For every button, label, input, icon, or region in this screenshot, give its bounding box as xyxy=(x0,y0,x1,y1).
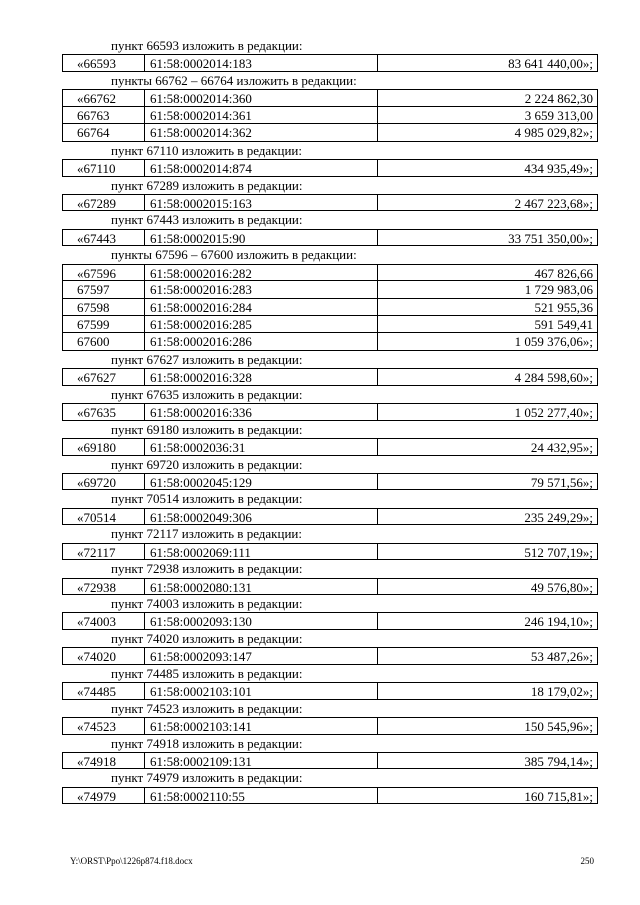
item-number-cell: «66762 xyxy=(63,90,145,105)
table-row xyxy=(62,54,598,71)
item-number-cell: «74020 xyxy=(63,648,145,663)
value-cell: 160 715,81»; xyxy=(524,788,593,804)
cadastral-number-cell: 61:58:0002016:282 xyxy=(145,265,378,280)
cadastral-number-cell: 61:58:0002093:130 xyxy=(145,613,378,628)
value-cell: 521 955,36 xyxy=(534,299,593,315)
cadastral-number-cell: 61:58:0002015:163 xyxy=(145,195,378,210)
value-cell: 79 571,56»; xyxy=(530,474,593,490)
table-row xyxy=(62,612,598,629)
table-row xyxy=(62,264,598,281)
table-row xyxy=(62,752,598,769)
amendment-caption: пункт 67289 изложить в редакции: xyxy=(111,177,303,193)
item-number-cell: 67600 xyxy=(63,333,145,349)
cadastral-number-cell: 61:58:0002080:131 xyxy=(145,579,378,594)
value-cell: 467 826,66 xyxy=(534,265,593,281)
table-row xyxy=(62,438,598,455)
item-number-cell: «72938 xyxy=(63,579,145,594)
amendment-caption: пункт 72117 изложить в редакции: xyxy=(111,526,302,542)
item-number-cell: «67110 xyxy=(63,160,145,175)
cadastral-number-cell: 61:58:0002109:131 xyxy=(145,753,378,768)
amendment-caption: пункт 74979 изложить в редакции: xyxy=(111,770,303,786)
value-cell: 2 467 223,68»; xyxy=(514,195,593,211)
amendment-caption: пункт 69180 изложить в редакции: xyxy=(111,421,303,437)
value-cell: 24 432,95»; xyxy=(530,440,593,455)
item-number-cell: «69180 xyxy=(63,439,145,454)
cadastral-number-cell: 61:58:0002093:147 xyxy=(145,648,378,663)
item-number-cell: 66763 xyxy=(63,107,145,123)
table-row xyxy=(62,333,598,350)
amendment-caption: пункт 67627 изложить в редакции: xyxy=(111,351,303,367)
amendment-caption: пункты 67596 – 67600 изложить в редакции: xyxy=(111,247,357,263)
value-cell: 18 179,02»; xyxy=(530,684,593,699)
cadastral-number-cell: 61:58:0002036:31 xyxy=(145,439,378,454)
value-cell: 385 794,14»; xyxy=(524,753,593,769)
cadastral-number-cell: 61:58:0002103:141 xyxy=(145,718,378,733)
cadastral-number-cell: 61:58:0002014:183 xyxy=(145,55,378,70)
item-number-cell: «74523 xyxy=(63,718,145,733)
table-row xyxy=(62,787,598,804)
item-number-cell: «74979 xyxy=(63,788,145,803)
value-cell: 53 487,26»; xyxy=(530,649,593,664)
amendment-caption: пункт 67635 изложить в редакции: xyxy=(111,386,303,402)
table-row xyxy=(62,107,598,124)
item-number-cell: 67597 xyxy=(63,281,145,297)
cadastral-number-cell: 61:58:0002016:286 xyxy=(145,333,378,349)
table-row xyxy=(62,124,598,141)
table-row xyxy=(62,647,598,664)
table-row xyxy=(62,194,598,211)
table-row xyxy=(62,316,598,333)
cadastral-number-cell: 61:58:0002014:361 xyxy=(145,107,378,123)
item-number-cell: «67289 xyxy=(63,195,145,210)
amendment-caption: пункт 74918 изложить в редакции: xyxy=(111,735,303,751)
amendment-caption: пункт 69720 изложить в редакции: xyxy=(111,456,303,472)
cadastral-number-cell: 61:58:0002016:336 xyxy=(145,404,378,419)
item-number-cell: «74003 xyxy=(63,613,145,628)
value-cell: 83 641 440,00»; xyxy=(508,56,593,71)
value-cell: 1 059 376,06»; xyxy=(514,334,593,350)
item-number-cell: «67635 xyxy=(63,404,145,419)
value-cell: 4 284 598,60»; xyxy=(514,370,593,385)
item-number-cell: «67443 xyxy=(63,230,145,245)
amendment-caption: пункт 66593 изложить в редакции: xyxy=(111,38,303,53)
table-row xyxy=(62,578,598,595)
amendment-caption: пункт 67443 изложить в редакции: xyxy=(111,212,303,228)
table-row xyxy=(62,403,598,420)
cadastral-number-cell: 61:58:0002014:362 xyxy=(145,124,378,140)
table-row xyxy=(62,89,598,106)
item-number-cell: «66593 xyxy=(63,55,145,70)
value-cell: 2 224 862,30 xyxy=(524,91,593,106)
cadastral-number-cell: 61:58:0002016:283 xyxy=(145,281,378,297)
item-number-cell: «67627 xyxy=(63,369,145,384)
item-number-cell: «74485 xyxy=(63,683,145,698)
cadastral-number-cell: 61:58:0002014:360 xyxy=(145,90,378,105)
value-cell: 591 549,41 xyxy=(534,317,593,332)
value-cell: 4 985 029,82»; xyxy=(514,125,593,141)
cadastral-number-cell: 61:58:0002049:306 xyxy=(145,509,378,524)
item-number-cell: 67599 xyxy=(63,316,145,332)
page-footer xyxy=(62,855,598,867)
cadastral-number-cell: 61:58:0002014:874 xyxy=(145,160,378,175)
value-cell: 1 729 983,06 xyxy=(524,282,593,298)
table-row xyxy=(62,299,598,316)
amendment-caption: пункт 70514 изложить в редакции: xyxy=(111,491,303,507)
amendment-caption: пункт 74003 изложить в редакции: xyxy=(111,596,303,611)
cadastral-number-cell: 61:58:0002016:285 xyxy=(145,316,378,332)
table-row xyxy=(62,717,598,734)
amendment-caption: пункты 66762 – 66764 изложить в редакции: xyxy=(111,72,357,88)
item-number-cell: «72117 xyxy=(63,544,145,559)
amendment-caption: пункт 74020 изложить в редакции: xyxy=(111,630,303,646)
item-number-cell: «70514 xyxy=(63,509,145,524)
value-cell: 434 935,49»; xyxy=(524,161,593,176)
amendment-caption: пункт 74523 изложить в редакции: xyxy=(111,700,303,716)
item-number-cell: «74918 xyxy=(63,753,145,768)
value-cell: 33 751 350,00»; xyxy=(508,230,593,246)
item-number-cell: 67598 xyxy=(63,299,145,315)
cadastral-number-cell: 61:58:0002110:55 xyxy=(145,788,378,803)
cadastral-number-cell: 61:58:0002016:328 xyxy=(145,369,378,384)
value-cell: 512 707,19»; xyxy=(524,544,593,560)
cadastral-number-cell: 61:58:0002103:101 xyxy=(145,683,378,698)
cadastral-number-cell: 61:58:0002016:284 xyxy=(145,299,378,315)
amendment-caption: пункт 67110 изложить в редакции: xyxy=(111,142,302,158)
value-cell: 49 576,80»; xyxy=(530,579,593,594)
table-row xyxy=(62,229,598,246)
table-row xyxy=(62,159,598,176)
footer-page-number: 250 xyxy=(580,856,594,866)
table-row xyxy=(62,473,598,490)
footer-file-path: Y:\ORST\Ppo\1226p874.f18.docx xyxy=(70,856,193,866)
amendment-caption: пункт 74485 изложить в редакции: xyxy=(111,665,303,681)
amendment-caption: пункт 72938 изложить в редакции: xyxy=(111,561,303,577)
value-cell: 1 052 277,40»; xyxy=(514,405,593,420)
cadastral-number-cell: 61:58:0002045:129 xyxy=(145,474,378,489)
document-body xyxy=(62,37,598,804)
item-number-cell: «69720 xyxy=(63,474,145,489)
table-row xyxy=(62,682,598,699)
table-row xyxy=(62,281,598,298)
cadastral-number-cell: 61:58:0002015:90 xyxy=(145,230,378,245)
table-row xyxy=(62,543,598,560)
table-row xyxy=(62,508,598,525)
item-number-cell: «67596 xyxy=(63,265,145,280)
item-number-cell: 66764 xyxy=(63,124,145,140)
value-cell: 150 545,96»; xyxy=(524,719,593,734)
value-cell: 3 659 313,00 xyxy=(524,107,593,123)
table-row xyxy=(62,368,598,385)
value-cell: 246 194,10»; xyxy=(524,614,593,629)
value-cell: 235 249,29»; xyxy=(524,509,593,525)
cadastral-number-cell: 61:58:0002069:111 xyxy=(145,544,378,559)
